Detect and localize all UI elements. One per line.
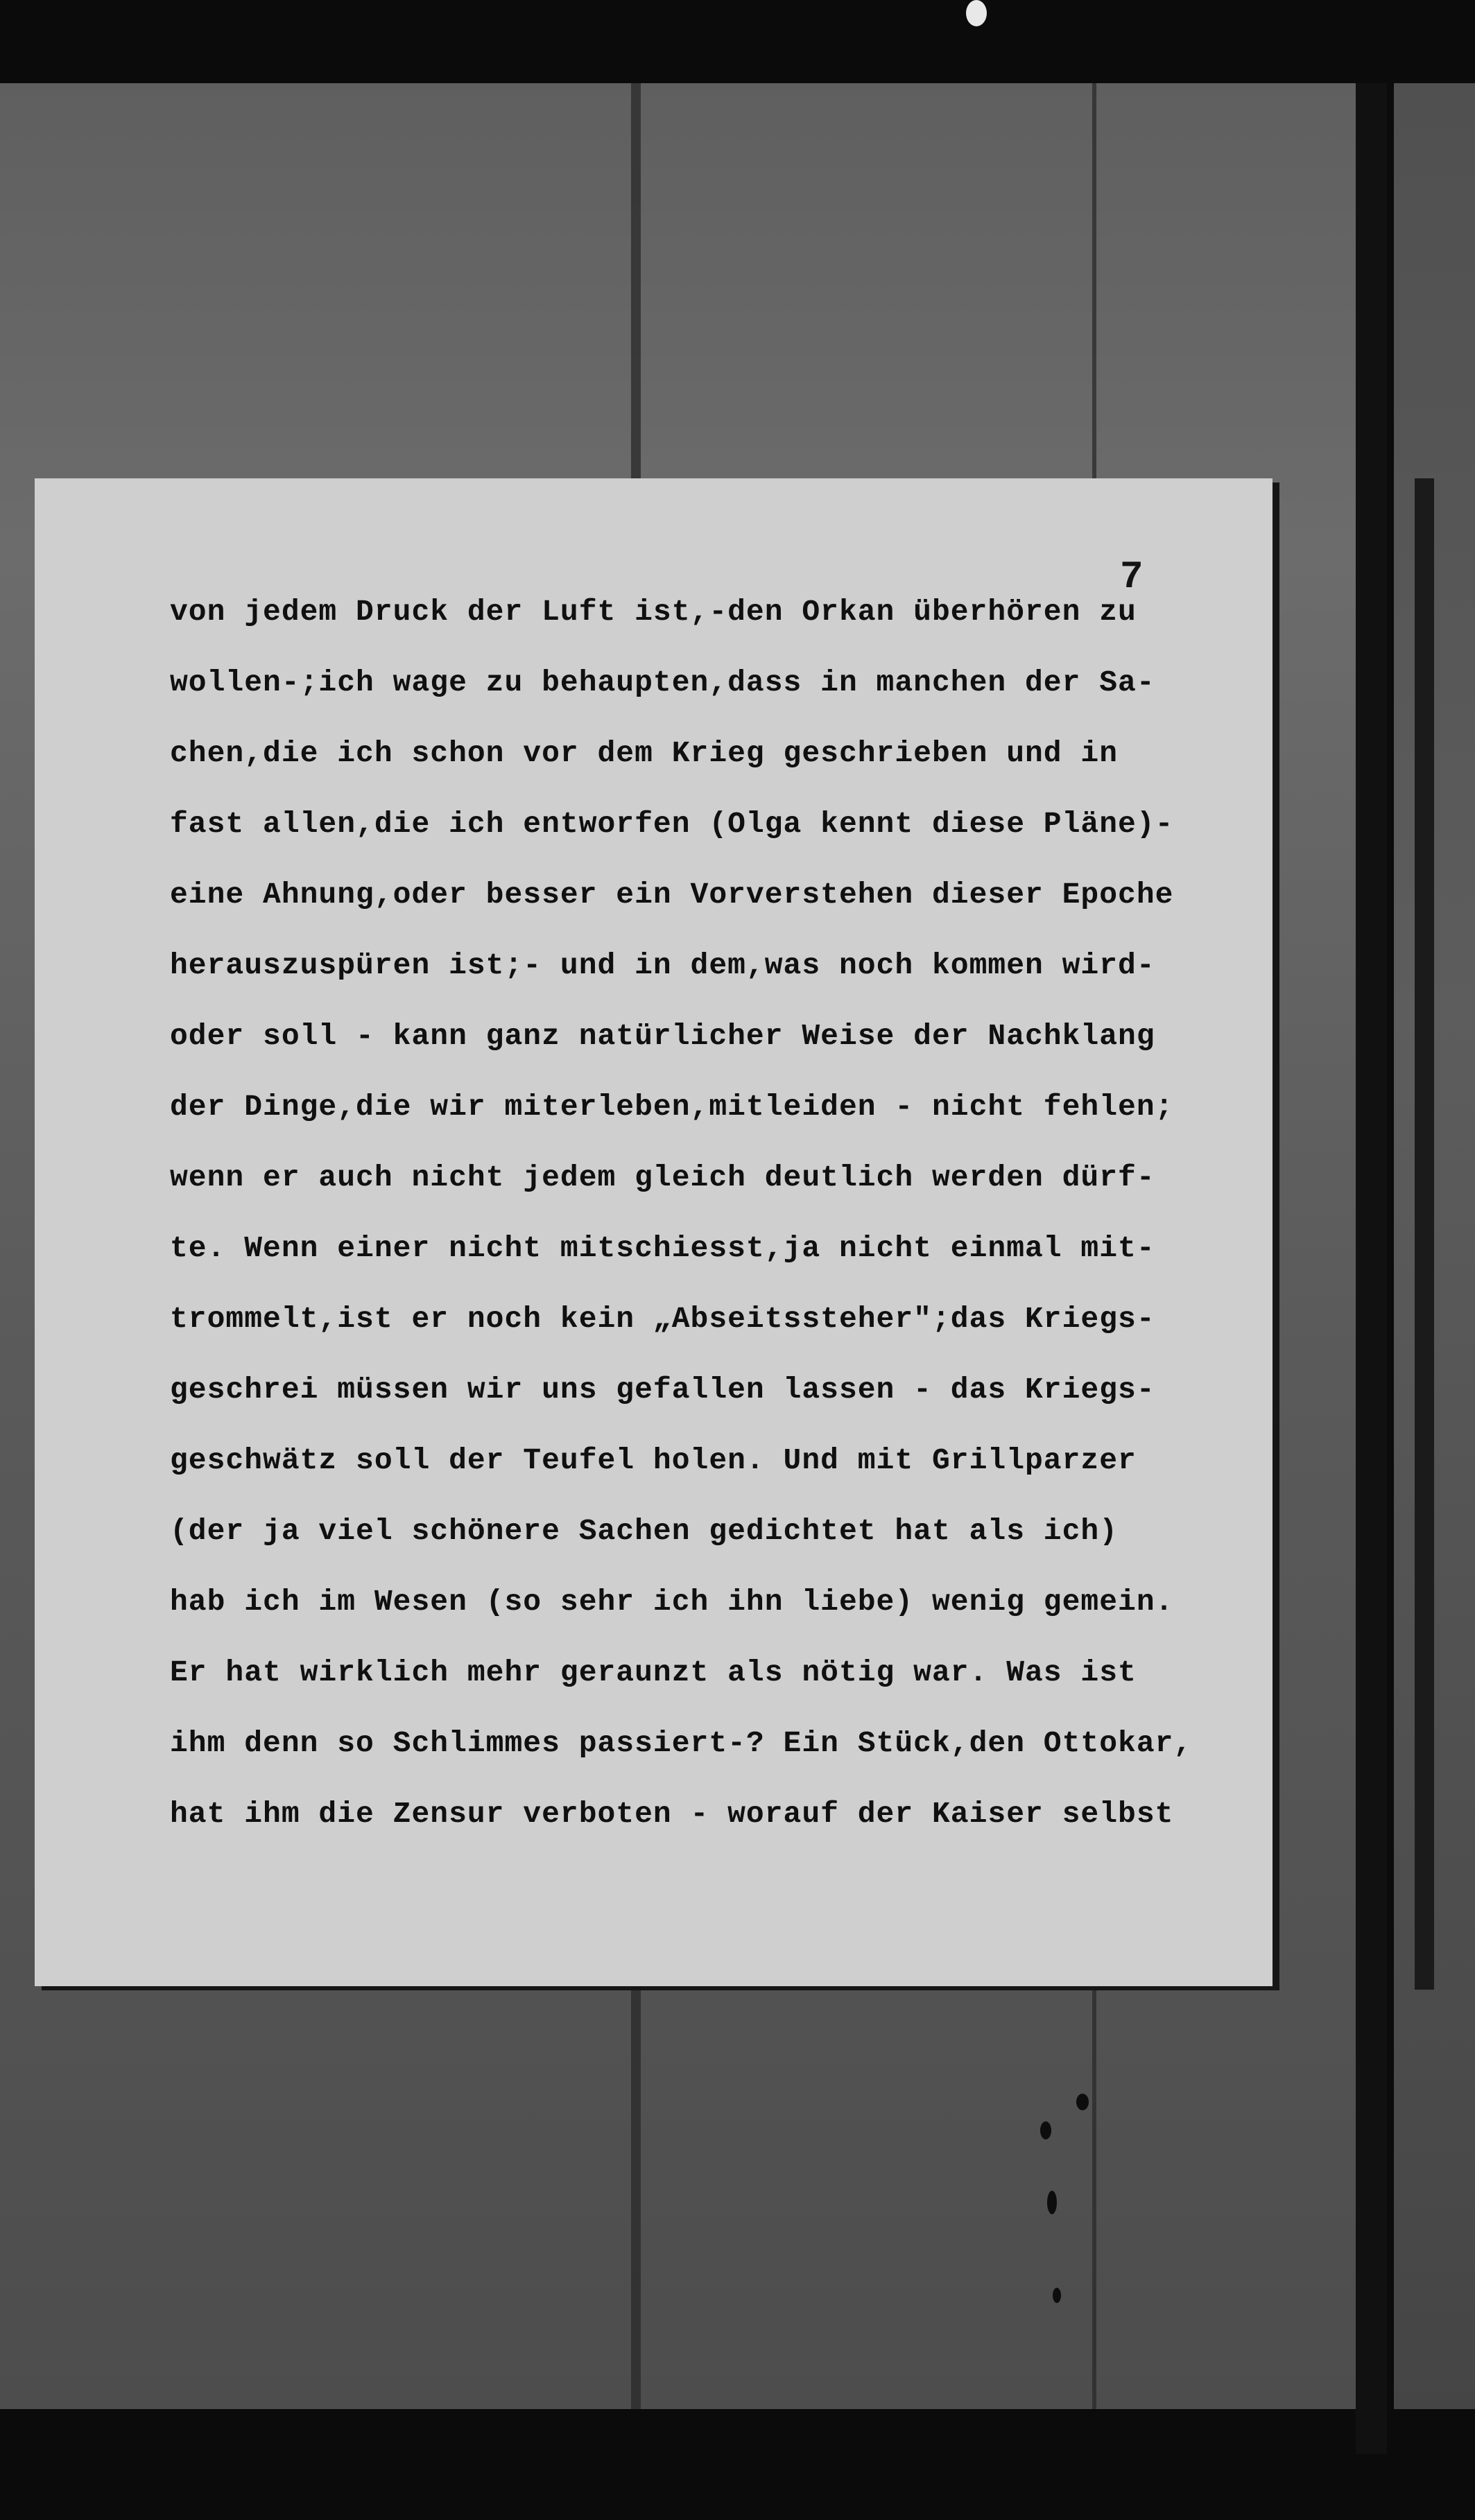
text-line: Er hat wirklich mehr geraunzt als nötig war. Was ist bbox=[170, 1656, 1137, 1689]
text-line: chen,die ich schon vor dem Krieg geschrieben und in bbox=[170, 736, 1119, 770]
adjacent-sheet-edge bbox=[1394, 83, 1475, 2409]
text-line: trommelt,ist er noch kein „Abseitssteher";das Kriegs- bbox=[170, 1302, 1155, 1336]
ink-speck bbox=[1047, 2191, 1057, 2214]
text-line: der Dinge,die wir miterleben,mitleiden - nicht fehlen; bbox=[170, 1090, 1174, 1124]
typed-text-body bbox=[170, 577, 1248, 1850]
text-line: geschrei müssen wir uns gefallen lassen - das Kriegs- bbox=[170, 1373, 1155, 1407]
ink-speck bbox=[1076, 2094, 1089, 2110]
text-line: wenn er auch nicht jedem gleich deutlich werden dürf- bbox=[170, 1161, 1155, 1194]
film-hole bbox=[966, 0, 987, 26]
ink-speck bbox=[1053, 2288, 1061, 2303]
text-line: von jedem Druck der Luft ist,-den Orkan überhören zu bbox=[170, 595, 1137, 629]
text-line: wollen-;ich wage zu behaupten,dass in manchen der Sa- bbox=[170, 666, 1155, 699]
text-line: te. Wenn einer nicht mitschiesst,ja nicht einmal mit- bbox=[170, 1231, 1155, 1265]
text-line: hab ich im Wesen (so sehr ich ihn liebe) wenig gemein. bbox=[170, 1585, 1174, 1619]
ink-speck bbox=[1040, 2121, 1051, 2139]
text-line: eine Ahnung,oder besser ein Vorverstehen dieser Epoche bbox=[170, 878, 1174, 912]
text-line: (der ja viel schönere Sachen gedichtet hat als ich) bbox=[170, 1514, 1119, 1548]
adjacent-page-edge bbox=[1415, 478, 1434, 1990]
text-line: herauszuspüren ist;- und in dem,was noch kommen wird- bbox=[170, 948, 1155, 982]
page-number: 7 bbox=[1120, 555, 1144, 599]
text-line: oder soll - kann ganz natürlicher Weise der Nachklang bbox=[170, 1019, 1155, 1053]
text-line: fast allen,die ich entworfen (Olga kennt diese Pläne)- bbox=[170, 807, 1174, 841]
text-line: hat ihm die Zensur verboten - worauf der Kaiser selbst bbox=[170, 1797, 1174, 1831]
text-line: geschwätz soll der Teufel holen. Und mit Grillparzer bbox=[170, 1443, 1137, 1477]
film-edge-shadow bbox=[1356, 83, 1387, 2454]
text-line: ihm denn so Schlimmes passiert-? Ein Stück,den Ottokar, bbox=[170, 1726, 1193, 1760]
typed-page bbox=[35, 478, 1273, 1986]
